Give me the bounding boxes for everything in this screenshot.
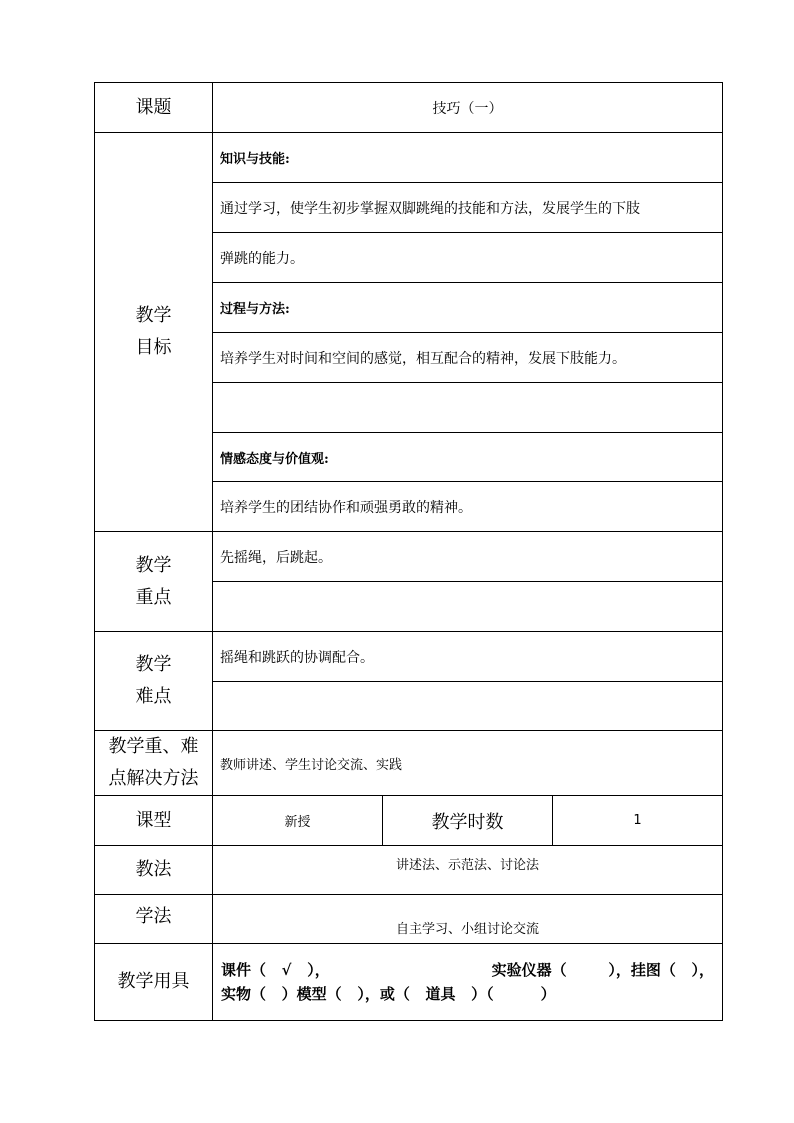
difficulties-label-line1: 教学 xyxy=(135,654,172,675)
key-points-label-line2: 重点 xyxy=(135,586,172,608)
topic-row xyxy=(95,83,723,133)
lesson-plan-table xyxy=(94,82,723,1021)
knowledge-text-1: 通过学习，使学生初步掌握双脚跳绳的技能和方法，发展学生的下肢 xyxy=(213,183,723,233)
difficulties-row xyxy=(95,632,723,682)
key-points-text: 先摇绳，后跳起。 xyxy=(213,532,723,582)
learning-method-value: 自主学习、小组讨论交流 xyxy=(213,895,723,944)
objectives-label-line2: 目标 xyxy=(135,337,172,358)
tools-line-1 xyxy=(221,958,714,982)
objectives-row xyxy=(95,133,723,183)
objectives-label-line1: 教学 xyxy=(135,305,172,326)
teaching-hours-value: 1 xyxy=(553,796,723,846)
tools-line-2 xyxy=(221,982,714,1006)
teaching-hours-label: 教学时数 xyxy=(383,796,553,846)
emotion-text: 培养学生的团结协作和顽强勇敢的精神。 xyxy=(213,482,723,532)
emotion-heading: 情感态度与价值观: xyxy=(213,433,723,482)
solutions-label xyxy=(95,731,213,796)
solutions-text: 教师讲述、学生讨论交流、实践 xyxy=(213,731,723,796)
process-text: 培养学生对时间和空间的感觉，相互配合的精神，发展下肢能力。 xyxy=(213,333,723,383)
key-points-label xyxy=(95,532,213,632)
tools-content xyxy=(213,944,723,1021)
difficulties-text: 摇绳和跳跃的协调配合。 xyxy=(213,632,723,682)
tools-line-2-text: 实物（ ）模型（ ），或（ 道具 ）（ ） xyxy=(221,985,556,1003)
topic-label: 课题 xyxy=(95,83,213,133)
objectives-label xyxy=(95,133,213,532)
key-points-text-2 xyxy=(213,582,723,632)
solutions-label-line2: 点解决方法 xyxy=(108,768,199,789)
lesson-type-value: 新授 xyxy=(213,796,383,846)
tools-label: 教学用具 xyxy=(95,944,213,1021)
learning-method-row xyxy=(95,895,723,944)
teaching-method-row xyxy=(95,846,723,895)
learning-method-label: 学法 xyxy=(95,895,213,944)
process-text-2 xyxy=(213,383,723,433)
process-heading: 过程与方法: xyxy=(213,283,723,333)
solutions-row xyxy=(95,731,723,796)
teaching-method-value: 讲述法、示范法、讨论法 xyxy=(213,846,723,895)
knowledge-heading: 知识与技能: xyxy=(213,133,723,183)
teaching-method-label: 教法 xyxy=(95,846,213,895)
difficulties-label xyxy=(95,632,213,731)
tools-line-1b: 实验仪器（ ），挂图（ ）， xyxy=(491,961,715,979)
lesson-type-row xyxy=(95,796,723,846)
tools-line-1a: 课件（ √ ）， xyxy=(221,961,330,979)
difficulties-label-line2: 难点 xyxy=(135,686,172,707)
key-points-label-line1: 教学 xyxy=(135,554,172,576)
solutions-label-line1: 教学重、难 xyxy=(108,736,199,757)
topic-value: 技巧（一） xyxy=(213,83,723,133)
difficulties-text-2 xyxy=(213,682,723,731)
knowledge-text-2: 弹跳的能力。 xyxy=(213,233,723,283)
key-points-row xyxy=(95,532,723,582)
lesson-type-label: 课型 xyxy=(95,796,213,846)
tools-row xyxy=(95,944,723,1021)
